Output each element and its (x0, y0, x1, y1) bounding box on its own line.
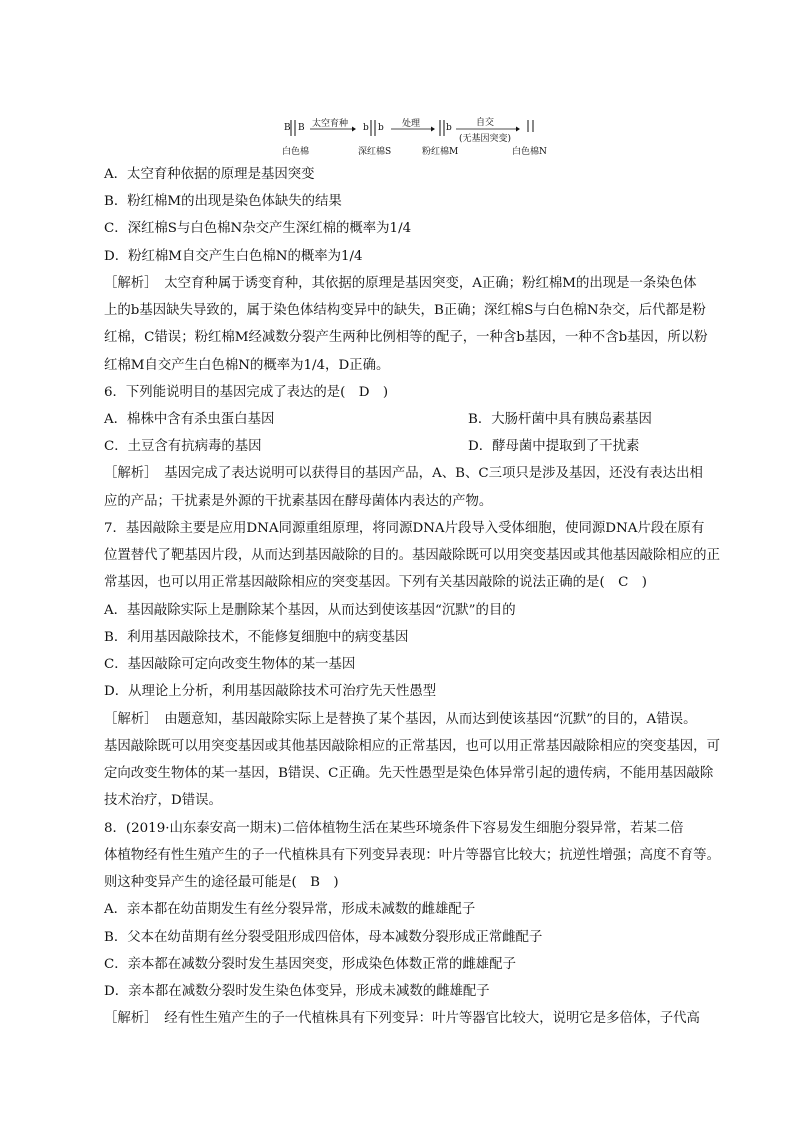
q7-option-c: C．基因敲除可定向改变生物体的某一基因 (104, 657, 356, 672)
step-selfing: 自交 (476, 118, 495, 128)
allele-b-left: b (363, 123, 369, 133)
q7-option-d: D．从理论上分析，利用基因敲除技术可治疗先天性愚型 (104, 684, 437, 699)
allele-b-right: b (378, 123, 384, 133)
q7-analysis-line-3: 定向改变生物体的某一基因，B错误、C正确。先天性愚型是染色体异常引起的遗传病，不能用基因敲除 (104, 766, 714, 781)
q5-option-a: A．太空育种依据的原理是基因突变 (104, 167, 315, 182)
q8-option-b: B．父本在幼苗期有丝分裂受阻形成四倍体，母本减数分裂形成正常雌配子 (104, 930, 543, 945)
q7-option-b: B．利用基因敲除技术，不能修复细胞中的病变基因 (104, 630, 409, 645)
q8-option-a: A．亲本都在幼苗期发生有丝分裂异常，形成未减数的雌雄配子 (104, 902, 476, 917)
q7-stem-line-3: 常基因，也可以用正常基因敲除相应的突变基因。下列有关基因敲除的说法正确的是( C ) (104, 575, 647, 590)
step-selfing-note: (无基因突变) (459, 134, 512, 144)
q5-analysis-line-1: ［解析］ 太空育种属于诱变育种，其依据的原理是基因突变，A正确；粉红棉M的出现是一条染色体 (104, 276, 697, 291)
allele-B-left: B (284, 123, 291, 133)
q6-option-d: D．酵母菌中提取到了干扰素 (468, 439, 640, 454)
allele-B-right: B (298, 123, 305, 133)
q6-analysis-line-2: 应的产品；干扰素是外源的干扰素基因在酵母菌体内表达的产物。 (104, 494, 493, 509)
q7-analysis-line-1: ［解析］ 由题意知，基因敲除实际上是替换了某个基因，从而达到使该基因“沉默”的目的，A错误。 (104, 712, 697, 727)
q6-stem: 6．下列能说明目的基因完成了表达的是( D ) (104, 385, 389, 400)
q6-options-row-2 (104, 438, 714, 455)
q8-analysis-line-1: ［解析］ 经有性生殖产生的子一代植株具有下列变异：叶片等器官比较大，说明它是多倍体，子代高 (104, 1011, 700, 1026)
q8-stem-line-1: 8．(2019·山东泰安高一期末)二倍体植物生活在某些环境条件下容易发生细胞分裂异常，若某二倍 (104, 821, 684, 836)
step-space-breeding: 太空育种 (312, 119, 349, 129)
q6-option-c: C．土豆含有抗病毒的基因 (104, 439, 262, 454)
q5-option-c: C．深红棉S与白色棉N杂交产生深红棉的概率为1/4 (104, 221, 412, 236)
q6-option-a: A．棉株中含有杀虫蛋白基因 (104, 412, 275, 427)
q5-option-d: D．粉红棉M自交产生白色棉N的概率为1/4 (104, 249, 363, 264)
q6-analysis-line-1: ［解析］ 基因完成了表达说明可以获得目的基因产品，A、B、C三项只是涉及基因，还没有表达出相 (104, 466, 703, 481)
q5-option-b: B．粉红棉M的出现是染色体缺失的结果 (104, 194, 342, 209)
q7-analysis-line-2: 基因敲除既可以用突变基因或其他基因敲除相应的正常基因，也可以用正常基因敲除相应的突变基因，可 (104, 739, 720, 754)
breeding-diagram (276, 112, 576, 158)
q8-stem-line-3: 则这种变异产生的途径最可能是( B ) (104, 875, 339, 890)
allele-b-single: b (446, 123, 452, 133)
q7-stem-line-2: 位置替代了靶基因片段，从而达到基因敲除的目的。基因敲除既可以用突变基因或其他基因敲除相应的正 (104, 548, 720, 563)
q7-analysis-line-4: 技术治疗，D错误。 (104, 793, 222, 808)
step-treatment: 处理 (402, 119, 421, 129)
q7-stem-line-1: 7．基因敲除主要是应用DNA同源重组原理，将同源DNA片段导入受体细胞，使同源DNA片段在原有 (104, 521, 705, 536)
q8-stem-line-2: 体植物经有性生殖产生的子一代植株具有下列变异表现：叶片等器官比较大；抗逆性增强；高度不育等。 (104, 848, 720, 863)
q6-option-b: B．大肠杆菌中具有胰岛素基因 (468, 412, 652, 427)
q8-option-c: C．亲本都在减数分裂时发生基因突变，形成染色体数正常的雌雄配子 (104, 957, 516, 972)
label-white-N: 白色棉N (512, 147, 547, 157)
q5-analysis-line-3: 红棉，C错误；粉红棉M经减数分裂产生两种比例相等的配子，一种含b基因，一种不含b基因，所以粉 (104, 330, 708, 345)
label-pink-M: 粉红棉M (422, 147, 459, 157)
q6-options-row-1 (104, 411, 714, 428)
label-deep-red-S: 深红棉S (358, 147, 392, 157)
q5-analysis-line-2: 上的b基因缺失导致的，属于染色体结构变异中的缺失，B正确；深红棉S与白色棉N杂交，后代都是粉 (104, 303, 706, 318)
label-white-cotton: 白色棉 (282, 147, 310, 157)
q8-option-d: D．亲本都在减数分裂时发生染色体变异，形成未减数的雌雄配子 (104, 984, 490, 999)
q7-option-a: A．基因敲除实际上是删除某个基因，从而达到使该基因“沉默”的目的 (104, 603, 516, 618)
q5-analysis-line-4: 红棉M自交产生白色棉N的概率为1/4，D正确。 (104, 358, 390, 373)
